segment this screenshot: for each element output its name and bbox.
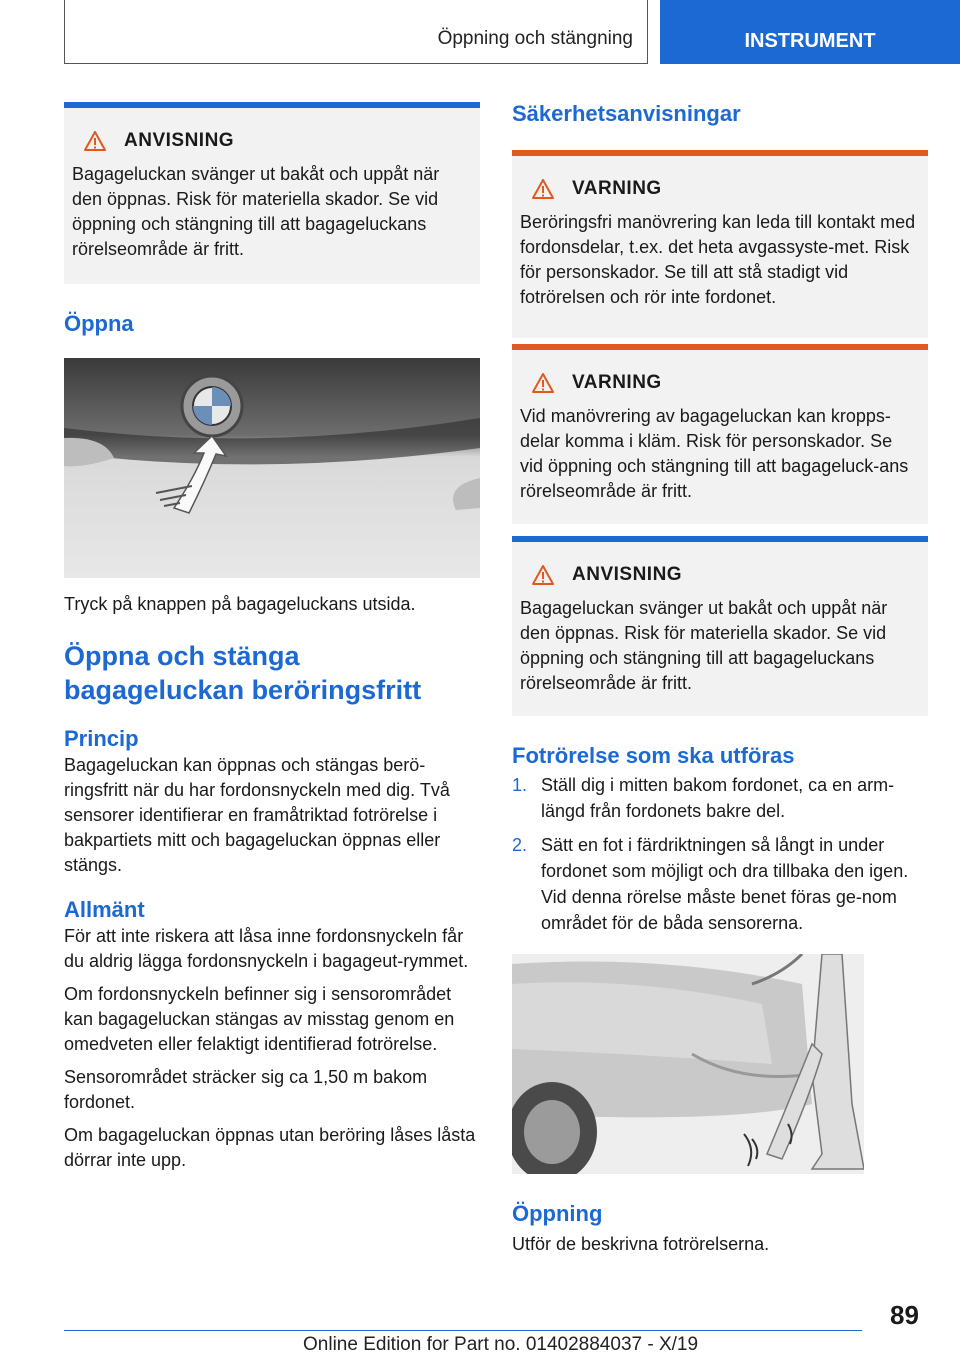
warning-triangle-icon bbox=[532, 373, 554, 393]
general-paragraph-2: Om fordonsnyckeln befinner sig i sensorområdet kan bagageluckan stängas av misstag genom en omedveten eller felaktigt identifierad fotrörelse. bbox=[64, 984, 455, 1054]
warning-title-row-2 bbox=[520, 372, 918, 394]
header-chapter-tab[interactable]: INSTRUMENT bbox=[660, 0, 960, 64]
header-section-box bbox=[64, 0, 648, 64]
warning-box-2 bbox=[512, 344, 928, 524]
warning-title-row-1 bbox=[520, 178, 918, 200]
foot-gesture-drawing bbox=[512, 954, 864, 1174]
principle-heading: Princip bbox=[64, 726, 139, 751]
foot-gesture-illustration bbox=[512, 954, 864, 1174]
step-text: Sätt en fot i färdriktningen så långt in under fordonet som möjligt och dra tillbaka den igen. Vid denna rörelse måste benet föras ge-nom området för de båda sensorerna. bbox=[541, 835, 909, 933]
warning-title-2: VARNING bbox=[572, 372, 662, 393]
right-column bbox=[512, 100, 928, 1257]
warning-triangle-icon bbox=[84, 131, 106, 151]
header-section-title: Öppning och stängning bbox=[437, 28, 633, 49]
step-number: 1. bbox=[512, 775, 528, 795]
notice-text: Bagageluckan svänger ut bakåt och uppåt när den öppnas. Risk för materiella skador. Se vid öppning och stängning till att bagageluckans rörelseområde är fritt. bbox=[72, 164, 440, 259]
warning-triangle-icon bbox=[532, 565, 554, 585]
warning-text-2: Vid manövrering av bagageluckan kan kropps-delar komma i kläm. Risk för personskador. Se vid öppning och stängning till att bagageluck-ans rörelseområde är fritt. bbox=[520, 406, 909, 501]
notice-box bbox=[64, 102, 480, 284]
trunk-button-drawing bbox=[64, 358, 480, 578]
safety-heading: Säkerhetsanvisningar bbox=[512, 101, 741, 126]
notice-title-row-right bbox=[520, 564, 918, 586]
notice-title-right: ANVISNING bbox=[572, 564, 683, 585]
general-paragraph-1: För att inte riskera att låsa inne fordonsnyckeln får du aldrig lägga fordonsnyckeln i bagageut-rymmet. bbox=[64, 926, 469, 971]
open-caption: Tryck på knappen på bagageluckans utsida. bbox=[64, 594, 416, 614]
step-number: 2. bbox=[512, 835, 528, 855]
opening-heading: Öppning bbox=[512, 1201, 603, 1226]
general-paragraph-4: Om bagageluckan öppnas utan beröring låses låsta dörrar inte upp. bbox=[64, 1125, 476, 1170]
page-number: 89 bbox=[890, 1300, 919, 1330]
touchless-heading: Öppna och stänga bagageluckan beröringsfritt bbox=[64, 641, 422, 705]
steps-list bbox=[512, 772, 928, 936]
opening-text: Utför de beskrivna fotrörelserna. bbox=[512, 1234, 770, 1254]
list-item bbox=[512, 832, 928, 936]
warning-title-1: VARNING bbox=[572, 178, 662, 199]
step-text: Ställ dig i mitten bakom fordonet, ca en arm-längd från fordonets bakre del. bbox=[541, 775, 895, 821]
warning-triangle-icon bbox=[532, 179, 554, 199]
notice-title: ANVISNING bbox=[124, 130, 235, 151]
footer-divider bbox=[64, 1330, 862, 1331]
warning-text-1: Beröringsfri manövrering kan leda till kontakt med fordonsdelar, t.ex. det heta avgassyste-met. Risk för personskador. Se till att stå stadigt vid fotrörelsen och rör inte fordonet. bbox=[520, 212, 916, 307]
list-item bbox=[512, 772, 928, 824]
open-heading: Öppna bbox=[64, 311, 134, 336]
footer-edition-text: Online Edition for Part no. 01402884037 - X/19 bbox=[303, 1334, 699, 1355]
notice-text-right: Bagageluckan svänger ut bakåt och uppåt när den öppnas. Risk för materiella skador. Se vid öppning och stängning till att bagageluckans rörelseområde är fritt. bbox=[520, 598, 888, 693]
foot-movement-heading: Fotrörelse som ska utföras bbox=[512, 743, 795, 768]
principle-text: Bagageluckan kan öppnas och stängas berö-ringsfritt när du har fordonsnyckeln med dig. Två sensorer identifierar en framåtriktad fotrörelse i bakpartiets mitt och bagageluckan öppnas eller stängs. bbox=[64, 755, 450, 875]
general-paragraph-3: Sensorområdet sträcker sig ca 1,50 m bakom fordonet. bbox=[64, 1067, 428, 1112]
notice-title-row bbox=[72, 130, 470, 152]
trunk-button-illustration bbox=[64, 358, 480, 578]
notice-box-right bbox=[512, 536, 928, 716]
warning-box-1 bbox=[512, 150, 928, 338]
left-column bbox=[64, 102, 480, 1173]
general-heading: Allmänt bbox=[64, 897, 145, 922]
